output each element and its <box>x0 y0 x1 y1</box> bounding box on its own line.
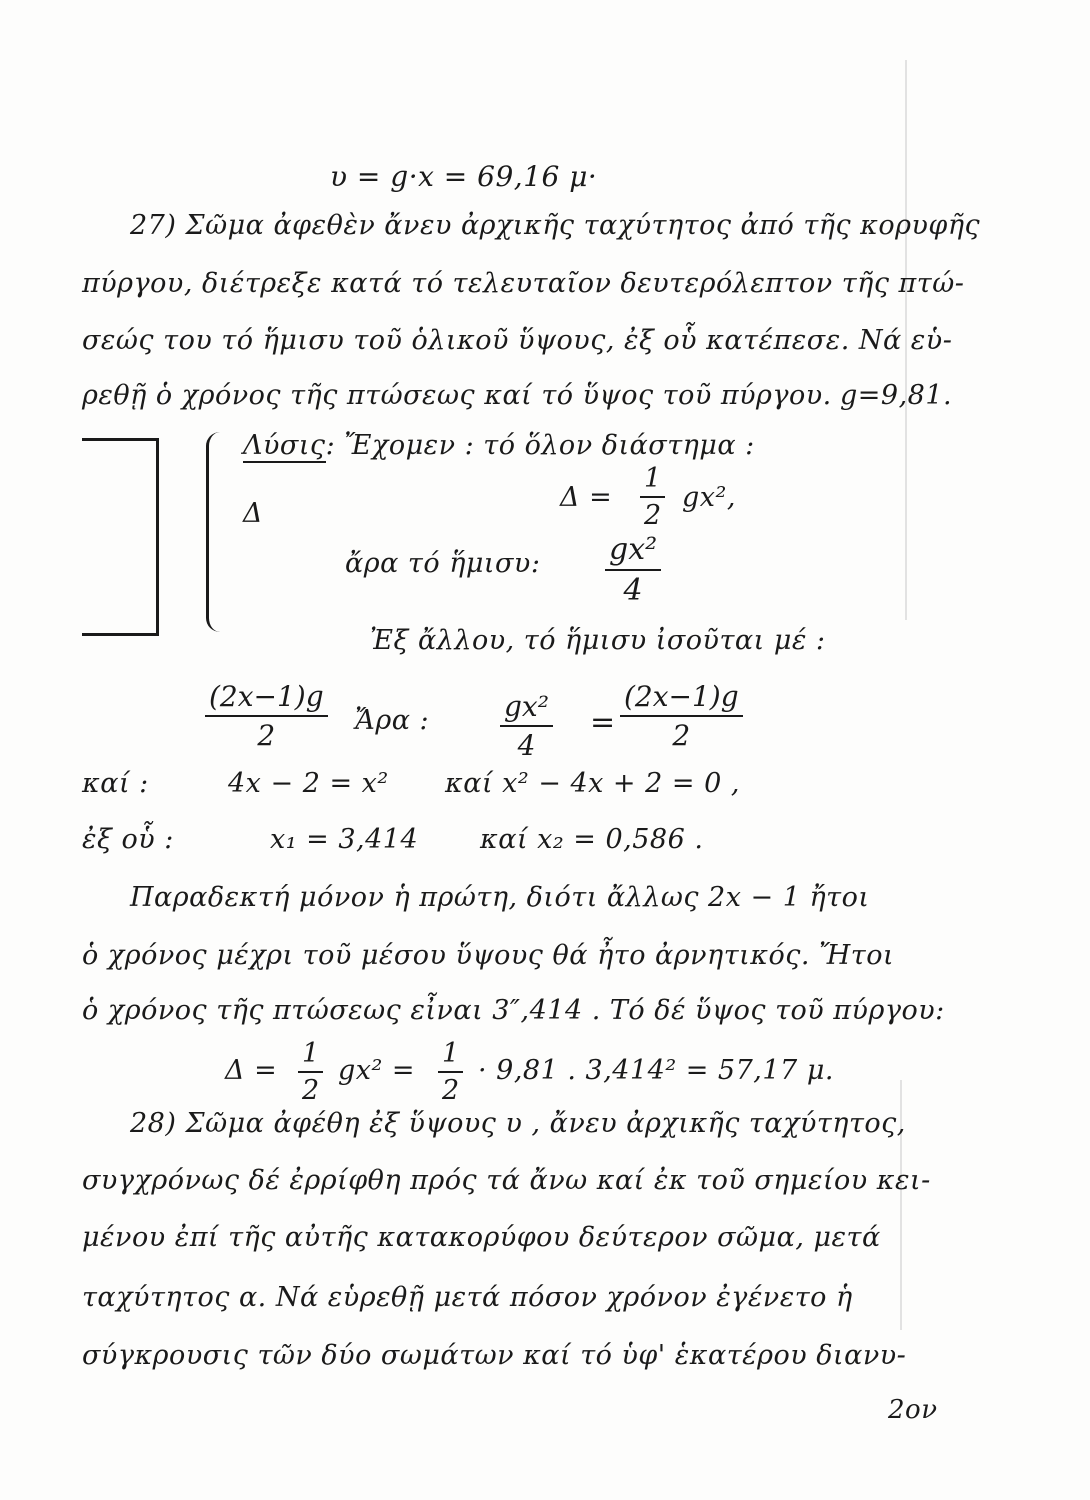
denominator: 2 <box>442 1075 460 1106</box>
explanation-line-3: ὁ χρόνος τῆς πτώσεως εἶναι 3″,414 . Τό δέ ὕψος τοῦ πύργου: <box>82 995 945 1026</box>
therefore-label: Ἄρα : <box>355 705 430 736</box>
numerator: 1 <box>302 1038 320 1069</box>
numerator: (2x−1)g <box>624 680 739 713</box>
denominator: 2 <box>672 719 691 752</box>
problem-28-line-5: σύγκρουσις τῶν δύο σωμάτων καί τό ὑφ' ἑκατέρου διανυ- <box>82 1340 907 1371</box>
denominator: 2 <box>302 1075 320 1106</box>
root-x1: x₁ = 3,414 <box>270 824 419 855</box>
solution-heading <box>243 430 755 461</box>
left-bracket <box>82 438 159 636</box>
denominator: 2 <box>257 719 276 752</box>
denominator: 4 <box>623 573 643 608</box>
problem-28-line-4: ταχύτητος α. Νά εὑρεθῇ μετά πόσον χρόνον ἐγένετο ἡ <box>82 1282 853 1313</box>
fraction-bar <box>640 496 665 498</box>
numerator: 1 <box>442 1038 460 1069</box>
fraction-gx2-over-4-b <box>500 690 553 762</box>
explanation-line-2: ὁ χρόνος μέχρι τοῦ μέσου ὕψους θά ἦτο ἀρνητικός. Ἤτοι <box>82 940 895 971</box>
fraction-bar <box>620 715 743 717</box>
fraction-bar <box>605 569 661 571</box>
height-result: · 9,81 . 3,414² = 57,17 μ. <box>478 1055 834 1086</box>
delta-symbol: Δ <box>243 498 263 529</box>
curly-brace <box>206 432 231 632</box>
half-label: ἄρα τό ἥμισυ: <box>345 548 541 579</box>
fraction-bar <box>438 1071 463 1073</box>
solution-intro: : Ἔχομεν : τό ὅλον διάστημα : <box>325 430 755 461</box>
fraction-one-half-b <box>298 1038 323 1106</box>
fraction-one-half-c <box>438 1038 463 1106</box>
total-distance-lhs: Δ = <box>560 482 613 513</box>
numerator: gx² <box>504 690 549 723</box>
fraction-gx2-over-4 <box>605 532 661 608</box>
height-gx2: gx² = <box>338 1055 416 1086</box>
problem-28-line-1: 28) Σῶμα ἀφέθη ἐξ ὕψους υ , ἄνευ ἀρχικῆς ταχύτητος, <box>130 1108 906 1139</box>
gravity-value: g=9,81. <box>840 380 953 411</box>
problem-27-line-3: σεώς του τό ἥμισυ τοῦ ὁλικοῦ ὕψους, ἐξ οὗ κατέπεσε. Νά εὑ- <box>82 325 953 356</box>
height-lhs: Δ = <box>225 1055 278 1086</box>
total-distance-rhs: gx², <box>682 482 736 513</box>
solution-label: Λύσις <box>243 430 326 461</box>
explanation-line-1: Παραδεκτή μόνον ἡ πρώτη, διότι ἄλλως 2x − 1 ἤτοι <box>130 882 870 913</box>
page-marker: 2ον <box>888 1395 938 1425</box>
equals-sign: = <box>590 705 616 740</box>
fraction-2x-1-g-over-2 <box>205 680 328 752</box>
and-label: καί : <box>82 768 149 799</box>
problem-28-line-2: συγχρόνως δέ ἐρρίφθη πρός τά ἄνω καί ἐκ τοῦ σημείου κει- <box>82 1165 931 1196</box>
denominator: 4 <box>517 729 536 762</box>
numerator: 1 <box>644 463 662 494</box>
whence-label: ἐξ οὗ : <box>82 824 174 855</box>
fraction-bar <box>500 725 553 727</box>
other-half-line: Ἐξ ἄλλου, τό ἥμισυ ἰσοῦται μέ : <box>370 625 826 656</box>
root-x2: καί x₂ = 0,586 . <box>480 824 704 855</box>
problem-27-line-1: 27) Σῶμα ἀφεθὲν ἄνευ ἀρχικῆς ταχύτητος ἀπό τῆς κορυφῆς <box>130 210 981 241</box>
equation-quadratic-b: καί x² − 4x + 2 = 0 , <box>445 768 740 799</box>
problem-27-line-2: πύργου, διέτρεξε κατά τό τελευταῖον δευτερόλεπτον τῆς πτώ- <box>82 268 965 299</box>
problem-28-line-3: μένου ἐπί τῆς αὐτῆς κατακορύφου δεύτερον σῶμα, μετά <box>82 1222 881 1253</box>
fraction-bar <box>205 715 328 717</box>
denominator: 2 <box>644 500 662 531</box>
fraction-bar <box>298 1071 323 1073</box>
fraction-2x-1-g-over-2-b <box>620 680 743 752</box>
numerator: gx² <box>609 532 658 567</box>
equation-velocity: υ = g·x = 69,16 μ· <box>330 160 598 193</box>
problem-27-line-4: ρεθῇ ὁ χρόνος τῆς πτώσεως καί τό ὕψος τοῦ πύργου. <box>82 380 832 411</box>
equation-quadratic-a: 4x − 2 = x² <box>228 768 389 799</box>
fraction-one-half <box>640 463 665 531</box>
numerator: (2x−1)g <box>209 680 324 713</box>
